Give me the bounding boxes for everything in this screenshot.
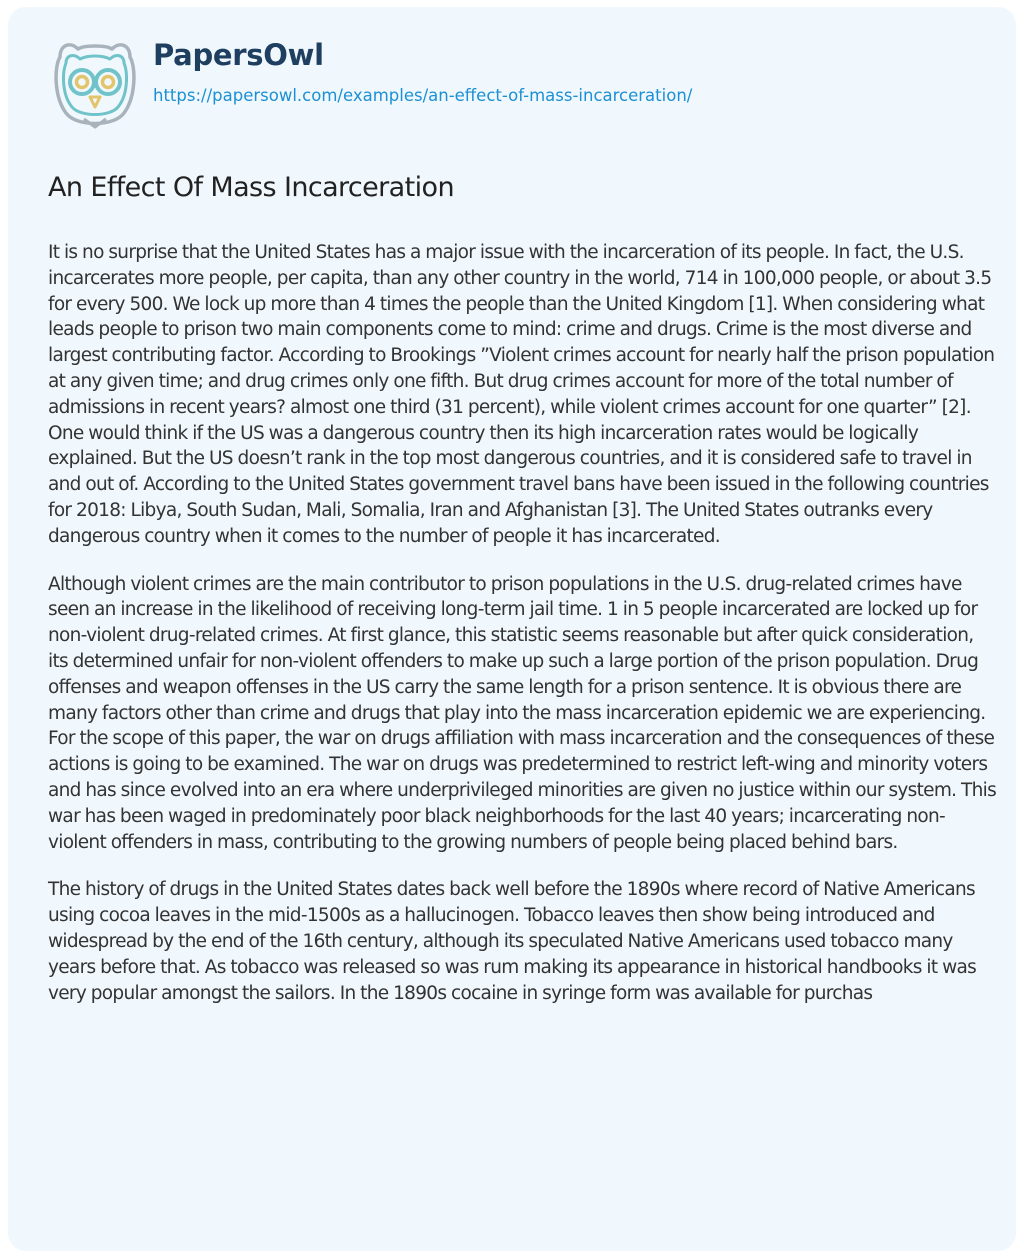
document-card	[8, 7, 1016, 1251]
site-header	[52, 35, 952, 135]
brand-name[interactable]: PapersOwl	[153, 38, 324, 72]
paragraph-2: Although violent crimes are the main contributor to prison populations in the U.S. drug-related crimes have seen an increase in the likelihood of receiving long-term jail time. 1 in 5 people incarcerated are locked up for non-violent drug-related crimes. At first glance, this statistic seems reasonable but after quick consideration, its determined unfair for non-violent offenders to make up such a large portion of the prison population. Drug offenses and weapon offenses in the US carry the same length for a prison sentence. It is obvious there are many factors other than crime and drugs that play into the mass incarceration epidemic we are experiencing. For the scope of this paper, the war on drugs affiliation with mass incarceration and the consequences of these actions is going to be examined. The war on drugs was predetermined to restrict left-wing and minority voters and has since evolved into an era where underprivileged minorities are given no justice within our system. This war has been waged in predominately poor black neighborhoods for the last 40 years; incarcerating non-violent offenders in mass, contributing to the growing numbers of people being placed behind bars.	[48, 573, 997, 853]
article-body	[48, 240, 998, 1028]
source-url-link[interactable]: https://papersowl.com/examples/an-effect-of-mass-incarceration/	[153, 86, 693, 105]
owl-logo-icon	[52, 37, 138, 133]
article-title: An Effect Of Mass Incarceration	[48, 172, 454, 203]
paragraph-3: The history of drugs in the United States dates back well before the 1890s where record of Native Americans using cocoa leaves in the mid-1500s as a hallucinogen. Tobacco leaves then show being introduced and widespread by the end of the 16th century, although its speculated Native Americans used tobacco many years before that. As tobacco was released so was rum making its appearance in historical handbooks it was very popular amongst the sailors. In the 1890s cocaine in syringe form was available for purchas	[48, 879, 977, 1004]
paragraph-1: It is no surprise that the United States has a major issue with the incarceration of its people. In fact, the U.S. incarcerates more people, per capita, than any other country in the world, 714 in 100,000 people, or about 3.5 for every 500. We lock up more than 4 times the people than the United Kingdom [1]. When considering what leads people to prison two main components come to mind: crime and drugs. Crime is the most diverse and largest contributing factor. According to Brookings ”Violent crimes account for nearly half the prison population at any given time; and drug crimes only one fifth. But drug crimes account for more of the total number of admissions in recent years? almost one third (31 percent), while violent crimes account for one quarter” [2]. One would think if the US was a dangerous country then its high incarceration rates would be logically explained. But the US doesn’t rank in the top most dangerous countries, and it is considered safe to travel in and out of. According to the United States government travel bans have been issued in the following countries for 2018: Libya, South Sudan, Mali, Somalia, Iran and Afghanistan [3]. The United States outranks every dangerous country when it comes to the number of people it has incarcerated.	[48, 242, 995, 547]
